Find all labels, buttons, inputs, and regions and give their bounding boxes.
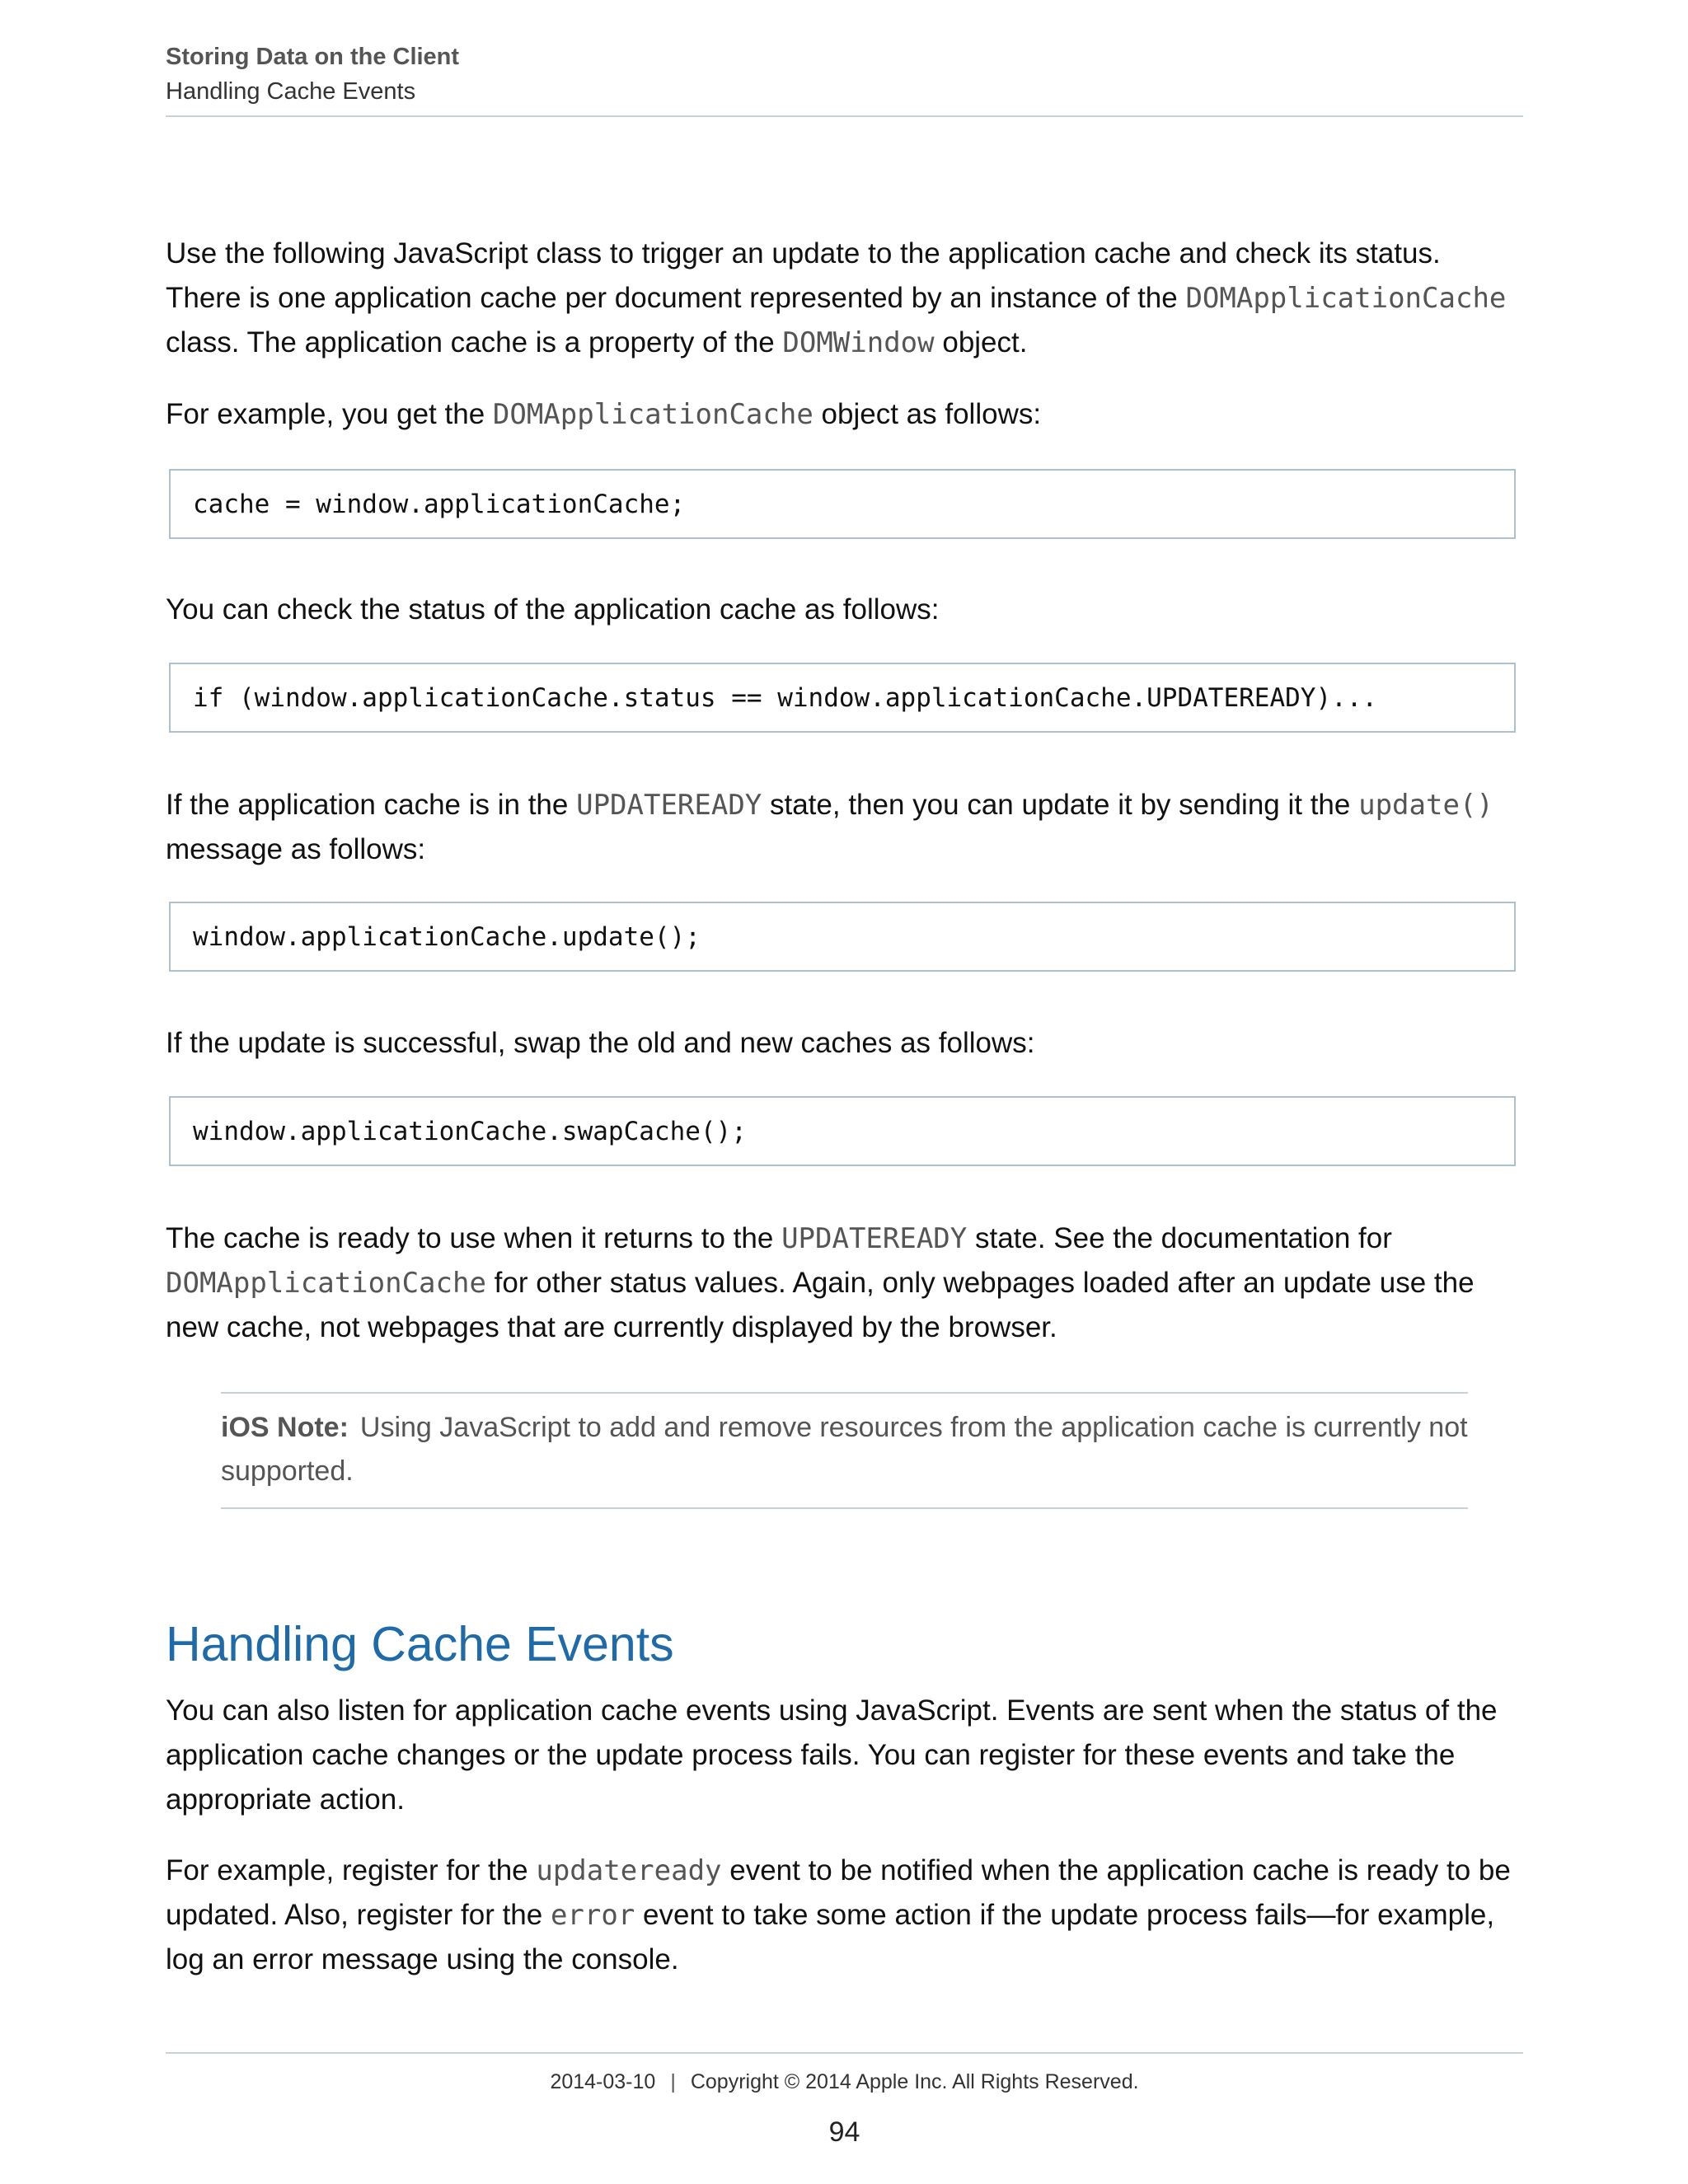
ios-note-box — [221, 1392, 1468, 1509]
section-heading: Handling Cache Events — [166, 1617, 674, 1671]
header-chapter-title: Storing Data on the Client — [166, 44, 460, 70]
inline-code: DOMWindow — [782, 326, 935, 359]
paragraph-example-get-cache — [166, 392, 1523, 437]
code-text: window.applicationCache.update(); — [193, 922, 701, 952]
inline-code: DOMApplicationCache — [492, 398, 814, 431]
paragraph-text: state, then you can update it by sending it the — [762, 789, 1359, 821]
code-block-swap — [169, 1096, 1516, 1166]
inline-code: DOMApplicationCache — [166, 1267, 486, 1300]
paragraph-text: event to take some action if the update process fails—for example, log an error message using the console. — [166, 1899, 1495, 1975]
paragraph-text: If the application cache is in the — [166, 789, 577, 821]
note-body: Using JavaScript to add and remove resources from the application cache is currently not supported. — [221, 1412, 1468, 1487]
footer — [166, 2067, 1523, 2097]
code-text: window.applicationCache.swapCache(); — [193, 1117, 747, 1146]
paragraph-swap — [166, 1021, 1523, 1066]
paragraph-register-events — [166, 1849, 1523, 1982]
paragraph-text: The cache is ready to use when it returns to the — [166, 1222, 782, 1254]
paragraph-text: message as follows: — [166, 833, 426, 865]
footer-date: 2014-03-10 — [550, 2070, 656, 2093]
paragraph-intro — [166, 232, 1523, 365]
code-text: cache = window.applicationCache; — [193, 490, 686, 519]
paragraph-text: for other status values. Again, only webpages loaded after an update use the new cache, not webpages that are currently displayed by the browser. — [166, 1267, 1475, 1343]
paragraph-listen-events — [166, 1689, 1523, 1822]
footer-separator: | — [670, 2070, 676, 2093]
footer-copyright: Copyright © 2014 Apple Inc. All Rights Reserved. — [690, 2070, 1139, 2093]
code-block-check-status — [169, 663, 1516, 733]
paragraph-check-status — [166, 588, 1523, 632]
paragraph-cache-ready — [166, 1216, 1523, 1350]
paragraph-text: object as follows: — [813, 398, 1042, 430]
paragraph-text: state. See the documentation for — [967, 1222, 1392, 1254]
paragraph-text: You can also listen for application cache events using JavaScript. Events are sent when the status of the application cache changes or the update process fails. You can register for these events and take the appropriate action. — [166, 1694, 1498, 1816]
inline-code: DOMApplicationCache — [1185, 282, 1507, 315]
inline-code: updateready — [536, 1854, 722, 1887]
paragraph-text: event to be notified when the application cache is ready to be updated. Also, register for the — [166, 1854, 1511, 1931]
code-block-get-cache — [169, 469, 1516, 539]
header-section-title: Handling Cache Events — [166, 78, 416, 105]
inline-code: update() — [1358, 789, 1493, 822]
code-block-update — [169, 902, 1516, 972]
page-number: 94 — [828, 2116, 860, 2148]
paragraph-text: If the update is successful, swap the old and new caches as follows: — [166, 1027, 1035, 1059]
note-label: iOS Note: — [221, 1412, 349, 1443]
running-header — [166, 38, 1523, 117]
paragraph-text: You can check the status of the application cache as follows: — [166, 593, 940, 626]
footer-divider — [166, 2052, 1523, 2054]
paragraph-text: object. — [934, 326, 1028, 359]
paragraph-text: For example, you get the — [166, 398, 493, 430]
paragraph-text: Use the following JavaScript class to trigger an update to the application cache and check its status. There is one application cache per document represented by an instance of the — [166, 237, 1441, 314]
inline-code: UPDATEREADY — [781, 1222, 968, 1255]
paragraph-text: For example, register for the — [166, 1854, 537, 1886]
paragraph-text: class. The application cache is a property of the — [166, 326, 783, 359]
ios-note-text — [221, 1406, 1468, 1493]
paragraph-update-ready — [166, 783, 1523, 872]
inline-code: error — [550, 1899, 635, 1932]
code-text: if (window.applicationCache.status == window.applicationCache.UPDATEREADY)... — [193, 683, 1378, 713]
inline-code: UPDATEREADY — [576, 789, 762, 822]
